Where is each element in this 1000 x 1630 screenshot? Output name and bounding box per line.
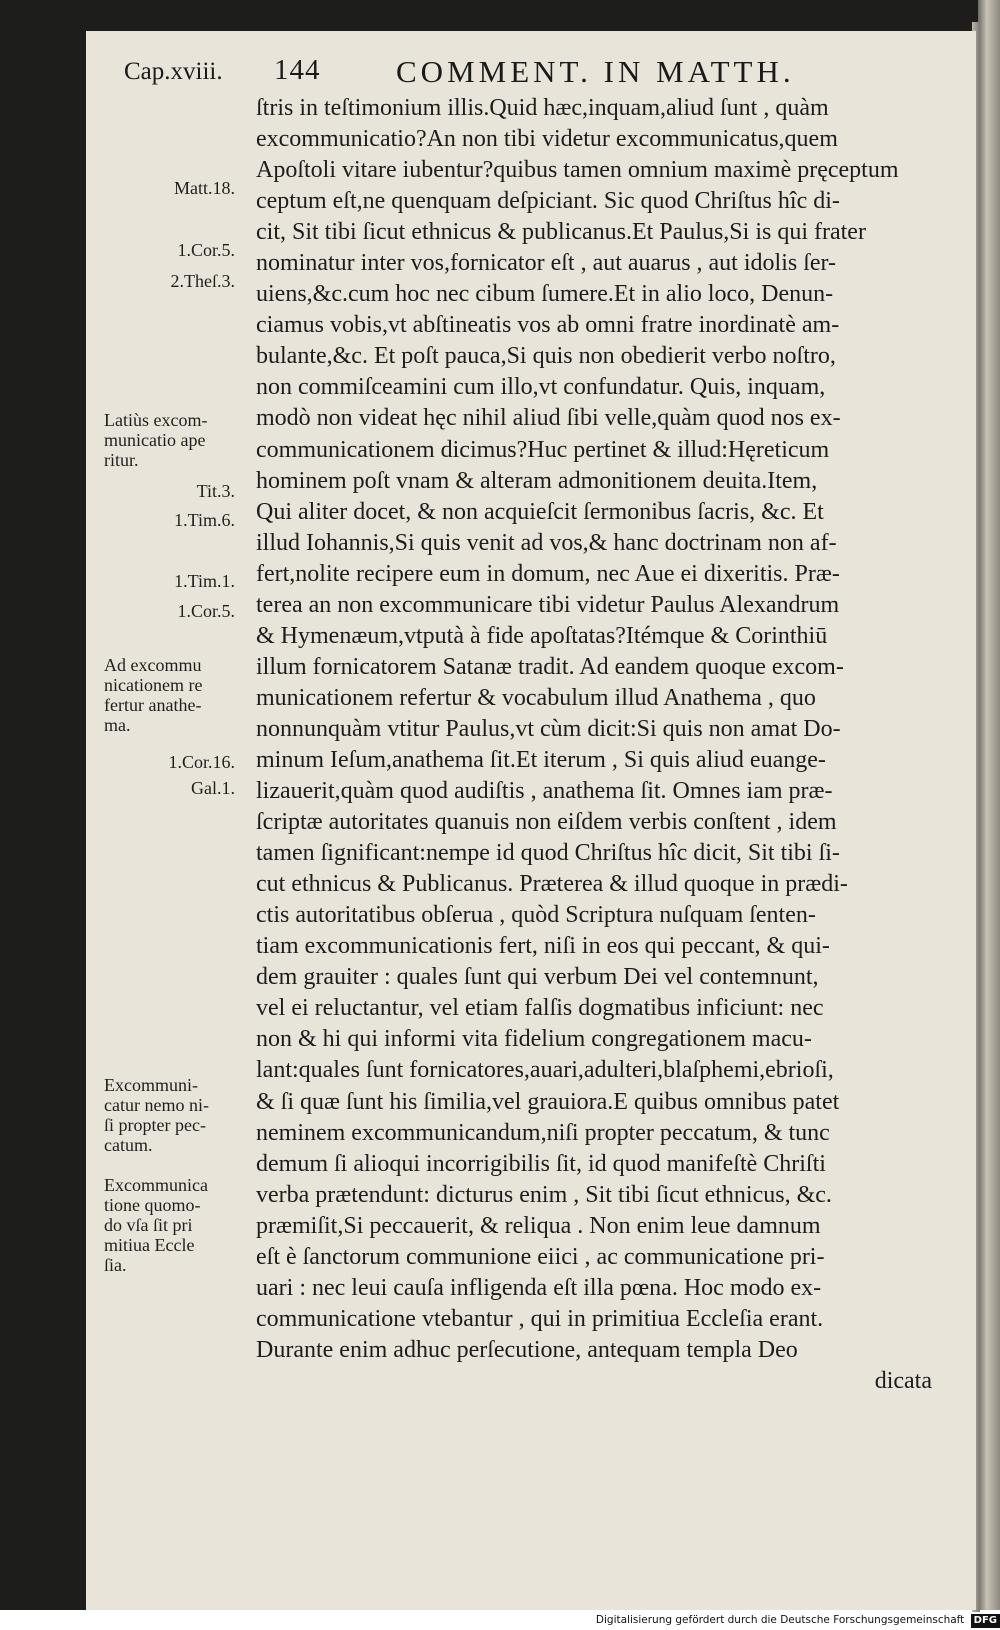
text-line: lizauerit,quàm quod audiſtis , anathema ſit. Omnes iam præ- bbox=[256, 778, 833, 805]
footer-text: Digitalisierung gefördert durch die Deutsche Forschungsgemeinschaft bbox=[595, 1614, 965, 1626]
text-line: fert,nolite recipere eum in domum, nec Aue ei dixeritis. Præ- bbox=[256, 560, 840, 587]
margin-gloss bbox=[104, 1075, 254, 1155]
margin-ref: Matt.18. bbox=[174, 178, 235, 198]
text-line: nominatur inter vos,fornicator eſt , aut auarus , aut idolis ſer- bbox=[256, 250, 837, 277]
page-number: 144 bbox=[274, 54, 321, 86]
gloss-line: catum. bbox=[104, 1135, 153, 1155]
funding-footer bbox=[570, 1610, 1000, 1630]
text-line: illud Iohannis,Si quis venit ad vos,& hanc doctrinam non af- bbox=[256, 529, 837, 556]
margin-ref: 1.Cor.16. bbox=[168, 752, 235, 772]
gloss-line: Excommuni- bbox=[104, 1075, 198, 1095]
gloss-line: Ad excommu bbox=[104, 655, 202, 675]
running-head bbox=[124, 52, 844, 92]
text-line: ciamus vobis,vt abſtineatis vos ab omni fratre inordinatè am- bbox=[256, 312, 840, 339]
text-line: Qui aliter docet, & non acquieſcit ſermonibus ſacris, &c. Et bbox=[256, 498, 824, 525]
text-line: præmiſit,Si peccauerit, & reliqua . Non enim leue damnum bbox=[256, 1212, 821, 1239]
text-line: Durante enim adhuc perſecutione, antequam templa Deo bbox=[256, 1336, 798, 1363]
text-line: bulante,&c. Et poſt pauca,Si quis non obedierit verbo noſtro, bbox=[256, 343, 836, 370]
margin-ref: 1.Tim.6. bbox=[174, 510, 235, 530]
text-line: ctis autoritatibus obſerua , quòd Scriptura nuſquam ſenten- bbox=[256, 902, 816, 929]
running-title: COMMENT. IN MATTH. bbox=[396, 54, 795, 89]
gloss-line: catur nemo ni- bbox=[104, 1095, 209, 1115]
text-line: dem grauiter : quales ſunt qui verbum Dei vel contemnunt, bbox=[256, 964, 819, 991]
text-line: non commiſceamini cum illo,vt confundatur. Quis, inquam, bbox=[256, 374, 826, 401]
text-line: & ſi quæ ſunt his ſimilia,vel grauiora.E quibus omnibus patet bbox=[256, 1088, 840, 1115]
text-line: ceptum eſt,ne quenquam deſpiciant. Sic quod Chriſtus hîc di- bbox=[256, 188, 840, 215]
text-line: terea an non excommunicare tibi videtur Paulus Alexandrum bbox=[256, 591, 840, 618]
text-line: tamen ſignificant:nempe id quod Chriſtus hîc dicit, Sit tibi ſi- bbox=[256, 840, 840, 867]
text-line: modò non videat hęc nihil aliud ſibi velle,quàm quod nos ex- bbox=[256, 405, 841, 432]
margin-gloss bbox=[104, 1175, 254, 1275]
text-line: excommunicatio?An non tibi videtur excommunicatus,quem bbox=[256, 126, 838, 153]
gloss-line: tione quomo- bbox=[104, 1195, 201, 1215]
text-line: verba prætendunt: dicturus enim , Sit tibi ſicut ethnicus, &c. bbox=[256, 1181, 832, 1208]
text-line: ſcriptæ autoritates quanuis non eiſdem verbis conſtent , idem bbox=[256, 809, 837, 836]
text-line: lant:quales ſunt fornicatores,auari,adulteri,blaſphemi,ebrioſi, bbox=[256, 1057, 834, 1084]
margin-ref: Gal.1. bbox=[191, 778, 235, 798]
text-line: demum ſi alioqui incorrigibilis ſit, id quod manifeſtè Chriſti bbox=[256, 1150, 826, 1177]
margin-gloss bbox=[104, 655, 254, 735]
dfg-badge: DFG bbox=[971, 1614, 1000, 1628]
text-line: cut ethnicus & Publicanus. Præterea & illud quoque in prædi- bbox=[256, 871, 848, 898]
text-line: vel ei reluctantur, vel etiam falſis dogmatibus inficiunt: nec bbox=[256, 995, 824, 1022]
gloss-line: fertur anathe- bbox=[104, 695, 202, 715]
text-line: illum fornicatorem Satanæ tradit. Ad eandem quoque excom- bbox=[256, 653, 844, 680]
main-text-block bbox=[256, 93, 946, 1397]
margin-ref: Tit.3. bbox=[196, 481, 235, 501]
gloss-line: ſi propter pec- bbox=[104, 1115, 206, 1135]
margin-ref: 1.Cor.5. bbox=[177, 601, 235, 621]
text-line: eſt è ſanctorum communione eiici , ac communicatione pri- bbox=[256, 1243, 825, 1270]
margin-ref: 1.Tim.1. bbox=[174, 571, 235, 591]
text-line: ſtris in teſtimonium illis.Quid hæc,inquam,aliud ſunt , quàm bbox=[256, 95, 829, 121]
gloss-line: Latiùs excom- bbox=[104, 410, 208, 430]
margin-gloss bbox=[104, 410, 254, 470]
text-line: communicationem dicimus?Huc pertinet & illud:Hęreticum bbox=[256, 436, 830, 463]
text-line: uiens,&c.cum hoc nec cibum ſumere.Et in alio loco, Denun- bbox=[256, 281, 834, 308]
gloss-line: mitiua Eccle bbox=[104, 1235, 195, 1255]
catchword: dicata bbox=[874, 1367, 932, 1394]
gloss-line: do vſa ſit pri bbox=[104, 1215, 193, 1235]
text-line: tiam excommunicationis fert, niſi in eos qui peccant, & qui- bbox=[256, 933, 830, 960]
margin-ref: 2.Theſ.3. bbox=[170, 271, 235, 291]
text-line: cit, Sit tibi ſicut ethnicus & publicanus.Et Paulus,Si is qui frater bbox=[256, 219, 866, 246]
text-line: nonnunquàm vtitur Paulus,vt cùm dicit:Si quis non amat Do- bbox=[256, 715, 841, 742]
gloss-line: nicationem re bbox=[104, 675, 203, 695]
gloss-line: municatio ape bbox=[104, 430, 206, 450]
gloss-line: Excommunica bbox=[104, 1175, 208, 1195]
gloss-line: ſia. bbox=[104, 1255, 127, 1275]
book-spine bbox=[978, 0, 1000, 1610]
text-line: & Hymenæum,vtputà à fide apoſtatas?Itémque & Corinthiū bbox=[256, 622, 828, 649]
text-line: hominem poſt vnam & alteram admonitionem deuita.Item, bbox=[256, 467, 818, 494]
text-line: non & hi qui informi vita fidelium congregationem macu- bbox=[256, 1026, 812, 1053]
text-line: minum Ieſum,anathema ſit.Et iterum , Si quis aliud euange- bbox=[256, 746, 826, 773]
text-line: neminem excommunicandum,niſi propter peccatum, & tunc bbox=[256, 1119, 830, 1146]
text-line: municationem refertur & vocabulum illud Anathema , quo bbox=[256, 684, 816, 711]
margin-ref: 1.Cor.5. bbox=[177, 240, 235, 260]
gloss-line: ritur. bbox=[104, 450, 139, 470]
chapter-label: Cap.xviii. bbox=[124, 58, 223, 85]
text-line: Apoſtoli vitare iubentur?quibus tamen omnium maximè pręceptum bbox=[256, 157, 899, 184]
text-line: communicatione vtebantur , qui in primitiua Eccleſia erant. bbox=[256, 1305, 824, 1332]
gloss-line: ma. bbox=[104, 715, 131, 735]
text-line: uari : nec leui cauſa infligenda eſt illa pœna. Hoc modo ex- bbox=[256, 1274, 822, 1301]
